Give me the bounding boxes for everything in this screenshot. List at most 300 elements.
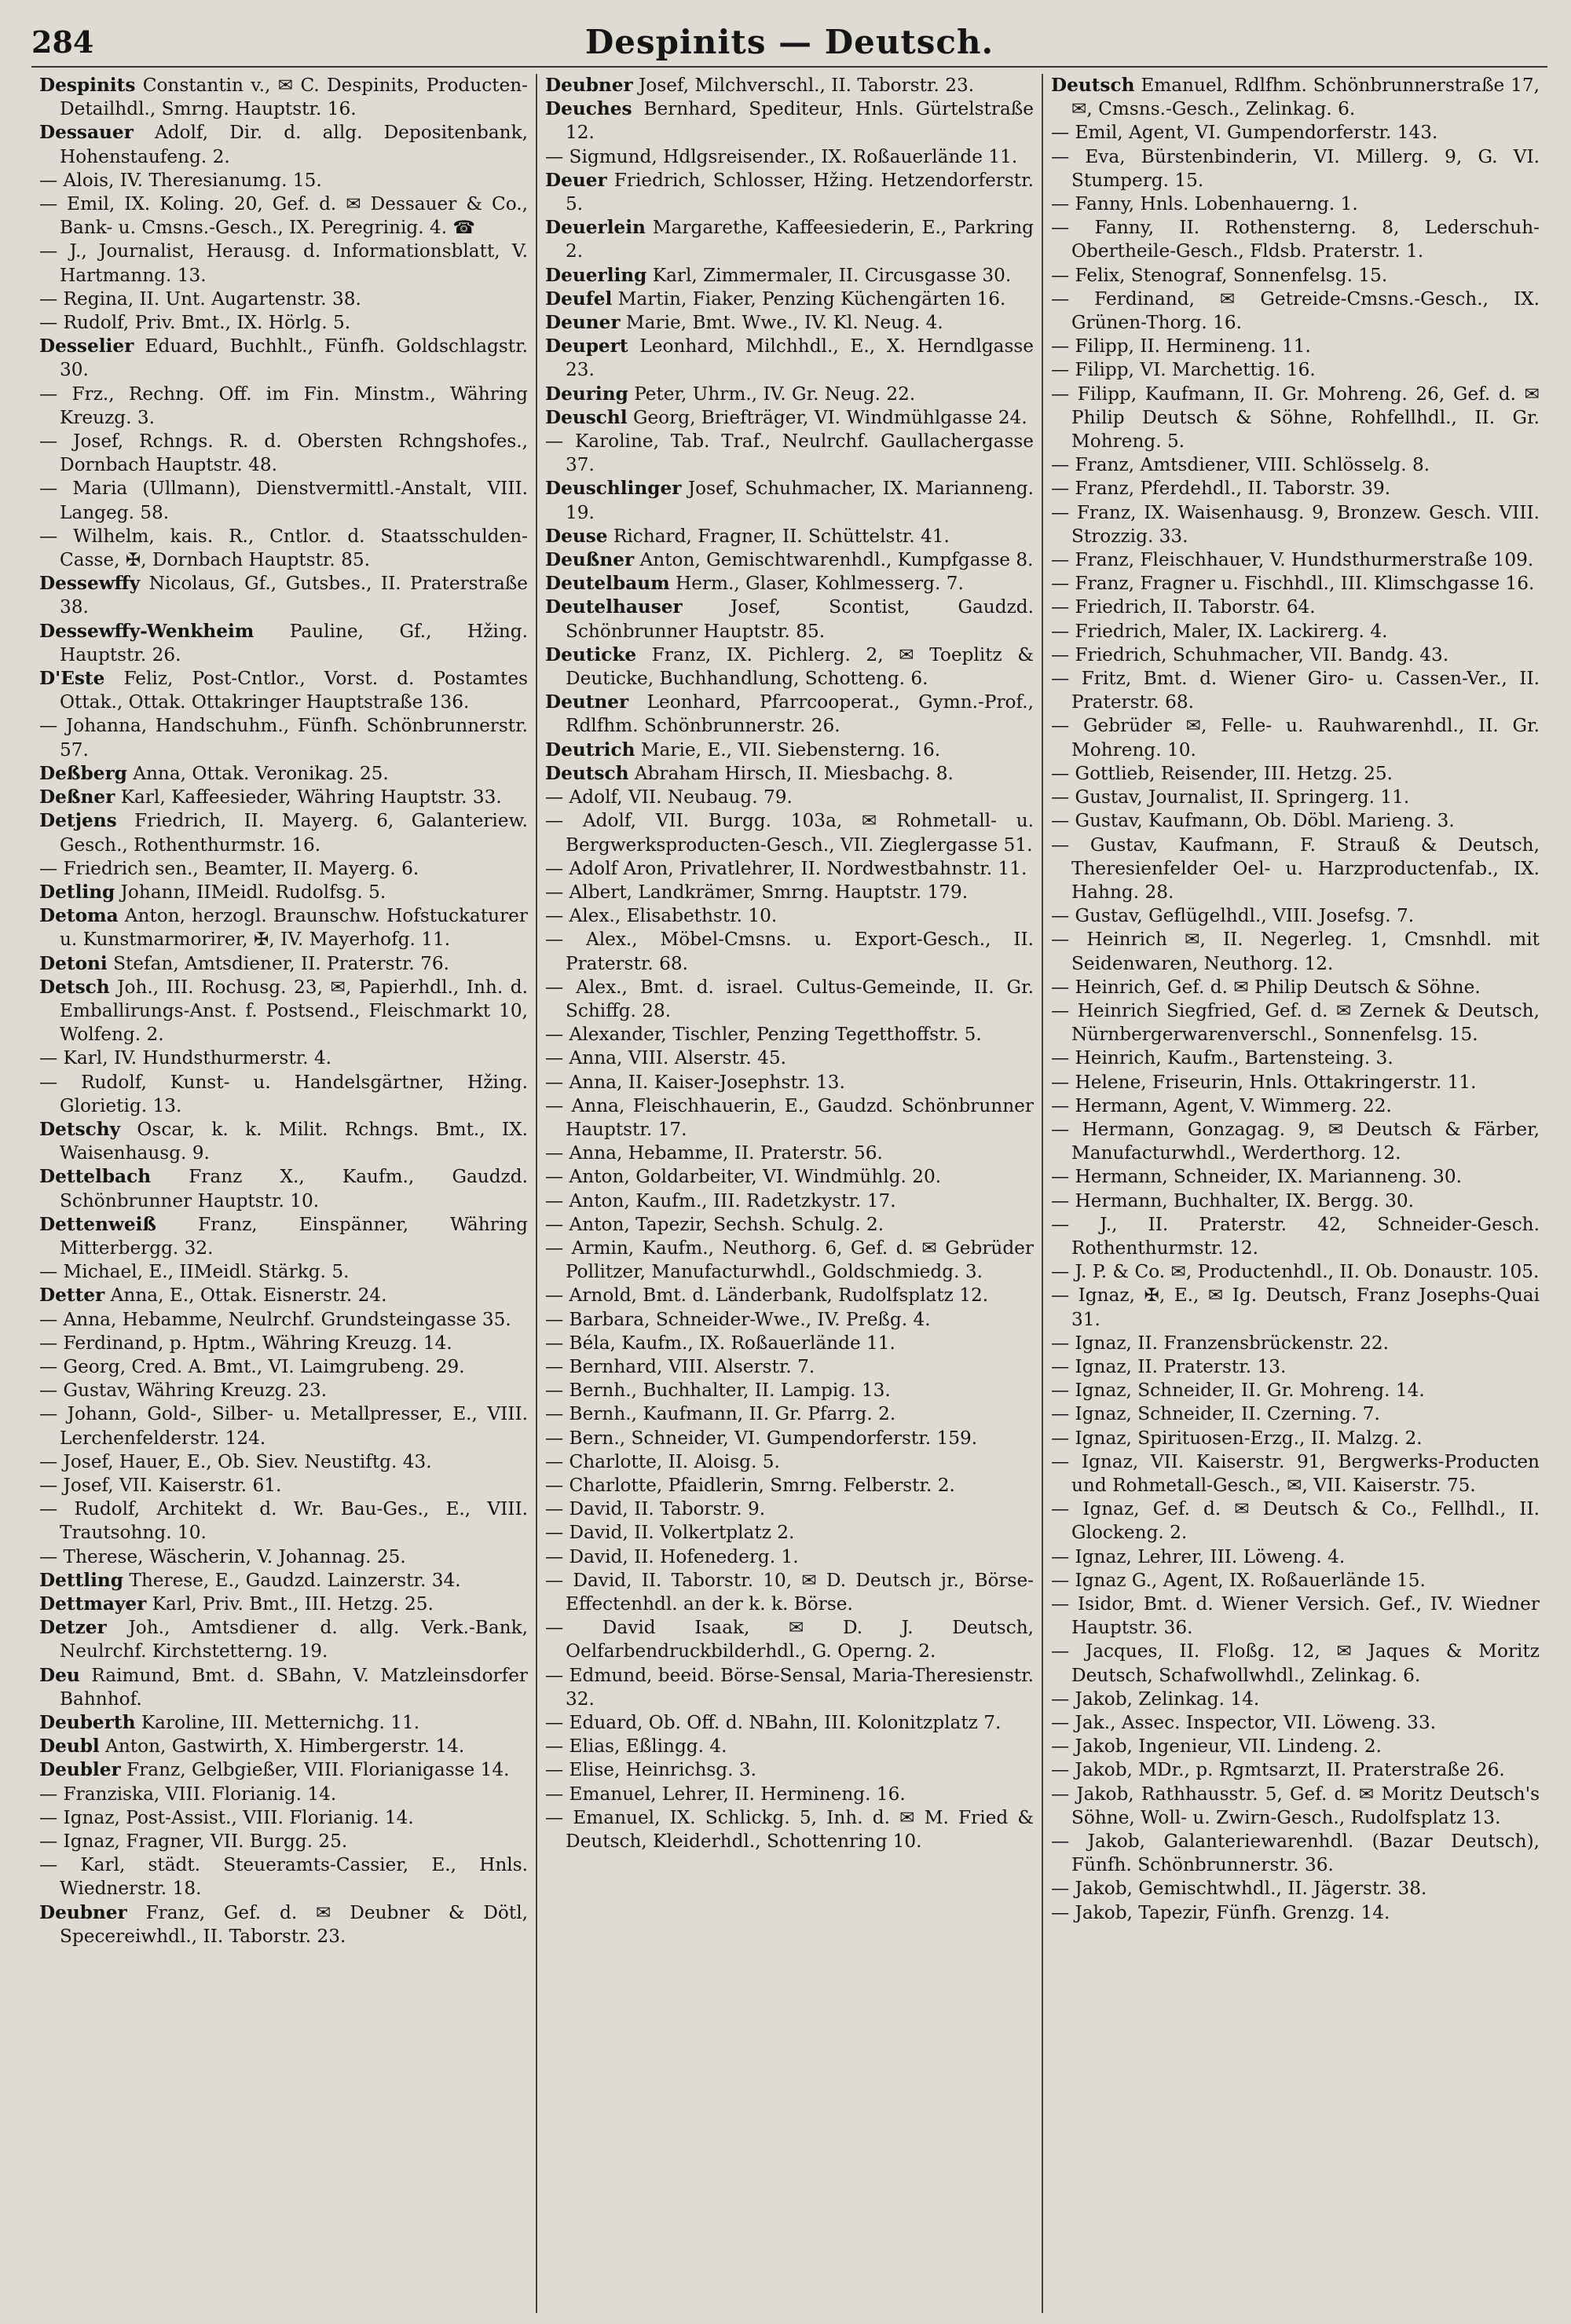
entry-text: — Alex., Elisabethstr. 10. [545, 905, 778, 927]
directory-entry [1051, 501, 1540, 548]
entry-text: Leonhard, Milchhdl., E., X. Herndlgasse 23. [566, 335, 1035, 381]
directory-entry [39, 288, 528, 311]
directory-entry [545, 1094, 1034, 1142]
directory-entry [1051, 762, 1540, 786]
entry-text: Constantin v., ✉ C. Despinits, Producten-Detailhdl., Smrng. Hauptstr. 16. [60, 75, 529, 120]
directory-entry [545, 1355, 1034, 1379]
entry-text: — Felix, Stenograf, Sonnenfelsg. 15. [1051, 264, 1388, 286]
entry-surname: Deubler [39, 1759, 121, 1781]
entry-text: — Eduard, Ob. Off. d. NBahn, III. Kolonitzplatz 7. [545, 1712, 1002, 1734]
entry-text: — Hermann, Schneider, IX. Marianneng. 30. [1051, 1166, 1463, 1188]
entry-text: — Adolf, VII. Burgg. 103a, ✉ Rohmetall- u. Bergwerksproducten-Gesch., VII. Zieglergasse 51. [545, 810, 1034, 856]
entry-text: — Ferdinand, ✉ Getreide-Cmsns.-Gesch., IX. Grünen-Thorg. 16. [1051, 288, 1540, 334]
entry-text: — Johann, Gold-, Silber- u. Metallpresser, E., VIII. Lerchenfelderstr. 124. [39, 1403, 528, 1449]
entry-text: — Anton, Kaufm., III. Radetzkystr. 17. [545, 1189, 896, 1211]
directory-entry [1051, 1830, 1540, 1877]
entry-text: — Bernh., Buchhalter, II. Lampig. 13. [545, 1380, 891, 1402]
entry-text: — Jakob, Tapezir, Fünfh. Grenzg. 14. [1051, 1901, 1390, 1923]
entry-text: — Franz, Pferdehdl., II. Taborstr. 39. [1051, 478, 1391, 500]
entry-surname: Deutelhauser [545, 596, 683, 618]
directory-entry [545, 643, 1034, 691]
directory-entry [39, 1260, 528, 1284]
directory-entry [39, 74, 528, 121]
directory-entry [1051, 1593, 1540, 1640]
entry-text: — David, II. Hofenederg. 1. [545, 1545, 799, 1567]
directory-entry [545, 739, 1034, 762]
entry-surname: Detsch [39, 976, 110, 998]
entry-text: Franz, IX. Pichlerg. 2, ✉ Toeplitz & Deuticke, Buchhandlung, Schotteng. 6. [566, 643, 1034, 690]
directory-entry [1051, 358, 1540, 382]
directory-entry [545, 383, 1034, 406]
entry-text: Franz, Einspänner, Währing Mitterbergg. 32. [60, 1213, 529, 1259]
entry-text: — Adolf, VII. Neubaug. 79. [545, 786, 793, 808]
entry-text: — Emil, Agent, VI. Gumpendorferstr. 143. [1051, 122, 1438, 144]
entry-text: — Jakob, MDr., p. Rgmtsarzt, II. Praterstraße 26. [1051, 1759, 1505, 1781]
directory-entry [545, 1806, 1034, 1853]
entry-text: Anton, Gastwirth, X. Himbergerstr. 14. [105, 1736, 465, 1758]
directory-entry [39, 240, 528, 287]
entry-text: Eduard, Buchhlt., Fünfh. Goldschlagstr. 30. [60, 335, 528, 381]
entry-text: — Regina, II. Unt. Augartenstr. 38. [39, 288, 361, 310]
entry-surname: Deuer [545, 169, 607, 191]
entry-surname: Deubner [39, 1901, 127, 1923]
entry-text: — Karoline, Tab. Traf., Neulrchf. Gaullachergasse 37. [545, 431, 1034, 476]
directory-entry [1051, 667, 1540, 714]
entry-text: — Heinrich ✉, II. Negerleg. 1, Cmsnhdl. mit Seidenwaren, Neuthorg. 12. [1051, 929, 1540, 974]
directory-entry [39, 430, 528, 477]
directory-entry [545, 145, 1034, 169]
entry-surname: Deutrich [545, 739, 635, 761]
directory-entry [1051, 786, 1540, 809]
entry-text: — J., Journalist, Herausg. d. Informationsblatt, V. Hartmanng. 13. [39, 240, 528, 286]
directory-entry [39, 169, 528, 192]
entry-surname: Deu [39, 1664, 80, 1686]
directory-entry [39, 1497, 528, 1545]
entry-surname: Detjens [39, 810, 117, 832]
directory-entry [545, 1735, 1034, 1758]
entry-surname: Detling [39, 881, 115, 903]
entry-surname: Deuring [545, 383, 628, 405]
entry-text: Emanuel, Rdlfhm. Schönbrunnerstraße 17, ✉, Cmsns.-Gesch., Zelinkag. 6. [1071, 75, 1540, 120]
directory-entry [545, 430, 1034, 477]
entry-text: — David Isaak, ✉ D. J. Deutsch, Oelfarbendruckbilderhdl., G. Operng. 2. [545, 1617, 1034, 1662]
entry-text: — Adolf Aron, Privatlehrer, II. Nordwestbahnstr. 11. [545, 857, 1027, 879]
entry-text: Feliz, Post-Cntlor., Vorst. d. Postamtes Ottak., Ottak. Ottakringer Hauptstraße 136. [60, 668, 528, 713]
entry-text: — Friedrich, II. Taborstr. 64. [1051, 596, 1316, 618]
directory-entry [545, 1047, 1034, 1070]
entry-text: Anton, Gemischtwarenhdl., Kumpfgasse 8. [639, 549, 1034, 571]
entry-text: Friedrich, Schlosser, Hžing. Hetzendorferstr. 5. [566, 169, 1035, 215]
entry-text: — J., II. Praterstr. 42, Schneider-Gesch. Rothenthurmstr. 12. [1051, 1213, 1540, 1259]
entry-surname: Deuerling [545, 264, 647, 286]
entry-text: Franz, Gef. d. ✉ Deubner & Dötl, Specereiwhdl., II. Taborstr. 23. [60, 1901, 528, 1947]
directory-entry [39, 714, 528, 761]
entry-text: — Charlotte, Pfaidlerin, Smrng. Felberstr. 2. [545, 1474, 955, 1496]
directory-entry [1051, 1118, 1540, 1165]
entry-text: Martin, Fiaker, Penzing Küchengärten 16. [617, 288, 1006, 310]
entry-surname: Deuches [545, 98, 632, 120]
entry-text: — Ignaz, Schneider, II. Gr. Mohreng. 14. [1051, 1380, 1425, 1402]
directory-entry [545, 169, 1034, 216]
directory-entry [1051, 1047, 1540, 1070]
directory-entry [1051, 335, 1540, 358]
directory-entry [545, 1450, 1034, 1474]
entry-text: Nicolaus, Gf., Gutsbes., II. Praterstraße 38. [60, 573, 529, 618]
entry-text: — Gustav, Journalist, II. Springerg. 11. [1051, 786, 1410, 808]
directory-entry [1051, 1332, 1540, 1355]
entry-text: Georg, Briefträger, VI. Windmühlgasse 24. [632, 406, 1027, 428]
entry-text: — Josef, Rchngs. R. d. Obersten Rchngshofes., Dornbach Hauptstr. 48. [39, 431, 528, 476]
entry-surname: Dettmayer [39, 1593, 147, 1615]
directory-entry [39, 1593, 528, 1616]
directory-entry [39, 1213, 528, 1260]
directory-entry [1051, 1497, 1540, 1545]
directory-entry [545, 976, 1034, 1023]
entry-text: — J. P. & Co. ✉, Productenhdl., II. Ob. Donaustr. 105. [1051, 1261, 1540, 1283]
directory-entry [1051, 1758, 1540, 1782]
directory-entry [39, 667, 528, 714]
directory-entry [545, 1569, 1034, 1616]
entry-text: — Frz., Rechng. Off. im Fin. Minstm., Währing Kreuzg. 3. [39, 383, 528, 428]
directory-entry [39, 620, 528, 667]
directory-entry [1051, 999, 1540, 1047]
directory-entry [39, 1664, 528, 1711]
entry-text: — Michael, E., IIMeidl. Stärkg. 5. [39, 1261, 350, 1283]
entry-text: Herm., Glaser, Kohlmesserg. 7. [676, 573, 964, 595]
directory-entry [545, 1497, 1034, 1521]
directory-entry [1051, 1165, 1540, 1189]
entry-text: — Jakob, Zelinkag. 14. [1051, 1688, 1260, 1710]
column-left [31, 74, 536, 2313]
entry-text: — David, II. Volkertplatz 2. [545, 1522, 795, 1544]
entry-text: — Fanny, II. Rothensterng. 8, Lederschuh-Obertheile-Gesch., Fldsb. Praterstr. 1. [1051, 217, 1540, 262]
directory-entry [39, 1118, 528, 1165]
directory-entry [39, 1616, 528, 1663]
entry-text: — Gustav, Kaufmann, Ob. Döbl. Marieng. 3. [1051, 810, 1455, 832]
page-number: 284 [31, 24, 94, 60]
directory-entry [545, 1664, 1034, 1711]
directory-entry [545, 928, 1034, 975]
entry-surname: Detzer [39, 1617, 107, 1639]
directory-entry [39, 572, 528, 619]
entry-text: Franz X., Kaufm., Gaudzd. Schönbrunner Hauptstr. 10. [60, 1166, 528, 1211]
directory-entry [1051, 264, 1540, 288]
entry-text: — Isidor, Bmt. d. Wiener Versich. Gef., IV. Wiedner Hauptstr. 36. [1051, 1593, 1540, 1639]
directory-entry [545, 1023, 1034, 1047]
entry-text: — Friedrich, Schuhmacher, VII. Bandg. 43. [1051, 643, 1449, 665]
directory-entry [1051, 976, 1540, 999]
directory-entry [545, 1071, 1034, 1094]
directory-entry [1051, 453, 1540, 477]
directory-entry [1051, 1071, 1540, 1094]
directory-entry [545, 1758, 1034, 1782]
entry-text: — Wilhelm, kais. R., Cntlor. d. Staatsschulden-Casse, ✠, Dornbach Hauptstr. 85. [39, 525, 528, 571]
directory-entry [545, 1308, 1034, 1332]
directory-entry [39, 1308, 528, 1332]
entry-text: — Ignaz, II. Franzensbrückenstr. 22. [1051, 1332, 1389, 1354]
directory-entry [39, 1165, 528, 1212]
directory-entry [545, 1379, 1034, 1402]
entry-surname: Detoma [39, 905, 119, 927]
entry-text: — Barbara, Schneider-Wwe., IV. Preßg. 4. [545, 1308, 931, 1330]
entry-text: — Alexander, Tischler, Penzing Tegetthoffstr. 5. [545, 1024, 982, 1046]
entry-text: — Emil, IX. Koling. 20, Gef. d. ✉ Dessauer & Co., Bank- u. Cmsns.-Gesch., IX. Peregrinig. 4. ☎ [39, 193, 528, 239]
directory-entry [1051, 1260, 1540, 1284]
entry-text: — Hermann, Agent, V. Wimmerg. 22. [1051, 1094, 1392, 1116]
directory-entry [545, 548, 1034, 572]
directory-entry [1051, 714, 1540, 761]
directory-entry [545, 1332, 1034, 1355]
entry-surname: Detschy [39, 1118, 121, 1140]
directory-entry [545, 1142, 1034, 1165]
directory-entry [1051, 904, 1540, 928]
entry-surname: Deubl [39, 1736, 100, 1758]
directory-entry [1051, 809, 1540, 833]
entry-text: — Fanny, Hnls. Lobenhauerng. 1. [1051, 193, 1358, 215]
entry-text: — Friedrich, Maler, IX. Lackirerg. 4. [1051, 620, 1388, 642]
directory-entry [39, 1332, 528, 1355]
entry-surname: Deuschlinger [545, 478, 682, 500]
entry-text: — Elise, Heinrichsg. 3. [545, 1759, 756, 1781]
entry-text: — Rudolf, Architekt d. Wr. Bau-Ges., E., VIII. Trautsohng. 10. [39, 1498, 528, 1544]
directory-entry [1051, 572, 1540, 596]
directory-entry [39, 1450, 528, 1474]
directory-entry [39, 1853, 528, 1901]
entry-text: Marie, E., VII. Siebensterng. 16. [640, 739, 941, 761]
directory-entry [39, 952, 528, 976]
page-title: Despinits — Deutsch. [584, 23, 994, 61]
directory-entry [1051, 1402, 1540, 1426]
entry-surname: Dessewffy-Wenkheim [39, 620, 255, 642]
directory-entry [39, 809, 528, 856]
entry-text: — Ignaz, Lehrer, III. Löweng. 4. [1051, 1545, 1346, 1567]
directory-entry [39, 1806, 528, 1830]
directory-entry [39, 786, 528, 809]
entry-text: — Fritz, Bmt. d. Wiener Giro- u. Cassen-Ver., II. Praterstr. 68. [1051, 668, 1540, 713]
directory-entry [545, 1165, 1034, 1189]
directory-entry [1051, 1427, 1540, 1450]
directory-entry [545, 1616, 1034, 1663]
entry-text: — Béla, Kaufm., IX. Roßauerlände 11. [545, 1332, 895, 1354]
directory-entry [545, 216, 1034, 263]
entry-text: — Anna, Hebamme, Neulrchf. Grundsteingasse 35. [39, 1308, 511, 1330]
directory-entry [1051, 834, 1540, 905]
directory-entry [545, 1284, 1034, 1307]
entry-text: — Karl, IV. Hundsthurmerstr. 4. [39, 1047, 332, 1069]
entry-text: — Ignaz, Spirituosen-Erzg., II. Malzg. 2. [1051, 1427, 1423, 1449]
directory-entry [39, 525, 528, 572]
directory-entry [545, 264, 1034, 288]
directory-entry [39, 335, 528, 382]
directory-entry [1051, 1213, 1540, 1260]
entry-surname: Deuerlein [545, 217, 646, 239]
entry-text: — Jakob, Ingenieur, VII. Lindeng. 2. [1051, 1736, 1382, 1758]
entry-text: — Helene, Friseurin, Hnls. Ottakringerstr. 11. [1051, 1071, 1477, 1093]
entry-text: — Franz, Amtsdiener, VIII. Schlösselg. 8. [1051, 454, 1430, 476]
directory-entry [1051, 1284, 1540, 1331]
entry-text: — Ignaz, II. Praterstr. 13. [1051, 1355, 1287, 1377]
entry-text: Pauline, Gf., Hžing. Hauptstr. 26. [60, 620, 528, 665]
directory-entry [545, 762, 1034, 786]
directory-entry [39, 1711, 528, 1735]
entry-surname: Deutsch [545, 762, 629, 784]
entry-text: — Rudolf, Kunst- u. Handelsgärtner, Hžing. Glorietig. 13. [39, 1071, 528, 1116]
directory-entry [1051, 1450, 1540, 1497]
directory-entry [545, 74, 1034, 97]
directory-entry [39, 762, 528, 786]
entry-text: Joh., III. Rochusg. 23, ✉, Papierhdl., Inh. d. Emballirungs-Anst. f. Postsend., Fleischmarkt 10, Wolfeng. 2. [60, 976, 528, 1046]
directory-entry [545, 904, 1034, 928]
directory-entry [545, 1545, 1034, 1569]
directory-entry [1051, 121, 1540, 145]
entry-text: — Ignaz, Fragner, VII. Burgg. 25. [39, 1831, 348, 1853]
directory-entry [1051, 216, 1540, 263]
entry-surname: Deuse [545, 525, 608, 547]
entry-text: — Bernh., Kaufmann, II. Gr. Pfarrg. 2. [545, 1403, 896, 1425]
entry-text: Anton, herzogl. Braunschw. Hofstuckaturer u. Kunstmarmorirer, ✠, IV. Mayerhofg. 11. [60, 905, 528, 951]
entry-surname: Deuner [545, 312, 621, 334]
directory-entry [545, 1237, 1034, 1284]
entry-text: — Emanuel, Lehrer, II. Hermineng. 16. [545, 1783, 906, 1805]
directory-entry [545, 97, 1034, 145]
entry-surname: Deufel [545, 288, 613, 310]
entry-text: — Bern., Schneider, VI. Gumpendorferstr. 159. [545, 1427, 978, 1449]
entry-text: Oscar, k. k. Milit. Rchngs. Bmt., IX. Waisenhausg. 9. [60, 1118, 529, 1164]
entry-text: — Charlotte, II. Aloisg. 5. [545, 1450, 780, 1472]
entry-text: Josef, Schuhmacher, IX. Marianneng. 19. [566, 478, 1034, 523]
entry-text: — Gustav, Währing Kreuzg. 23. [39, 1380, 328, 1402]
entry-text: Friedrich, II. Mayerg. 6, Galanteriew. Gesch., Rothenthurmstr. 16. [60, 810, 528, 856]
entry-surname: Deutelbaum [545, 573, 670, 595]
entry-text: — Anna, Hebamme, II. Praterstr. 56. [545, 1142, 883, 1164]
directory-columns [31, 74, 1547, 2313]
entry-text: — Gustav, Geflügelhdl., VIII. Josefsg. 7. [1051, 905, 1415, 927]
directory-entry [39, 1047, 528, 1070]
entry-text: Leonhard, Pfarrcooperat., Gymn.-Prof., Rdlfhm. Schönbrunnerstr. 26. [566, 691, 1034, 737]
directory-entry [1051, 548, 1540, 572]
entry-text: — Heinrich Siegfried, Gef. d. ✉ Zernek & Deutsch, Nürnbergerwarenverschl., Sonnenfelsg. 15. [1051, 999, 1540, 1046]
entry-text: — Heinrich, Gef. d. ✉ Philip Deutsch & Söhne. [1051, 976, 1481, 998]
entry-text: — Ignaz, ✠, E., ✉ Ig. Deutsch, Franz Josephs-Quai 31. [1051, 1285, 1540, 1330]
entry-surname: D'Este [39, 668, 105, 690]
entry-text: — Hermann, Buchhalter, IX. Bergg. 30. [1051, 1189, 1414, 1211]
directory-entry [1051, 1355, 1540, 1379]
directory-entry [1051, 1783, 1540, 1830]
entry-text: — Gebrüder ✉, Felle- u. Rauhwarenhdl., II. Gr. Mohreng. 10. [1051, 715, 1540, 761]
directory-entry [1051, 643, 1540, 667]
entry-text: — Elias, Eßlingg. 4. [545, 1736, 727, 1758]
directory-entry [39, 904, 528, 951]
entry-text: Bernhard, Spediteur, Hnls. Gürtelstraße 12. [566, 98, 1034, 144]
entry-text: Abraham Hirsch, II. Miesbachg. 8. [634, 762, 954, 784]
entry-text: — Gottlieb, Reisender, III. Hetzg. 25. [1051, 762, 1393, 784]
directory-entry [39, 1284, 528, 1307]
entry-text: — Georg, Cred. A. Bmt., VI. Laimgrubeng. 29. [39, 1355, 465, 1377]
entry-text: — Anna, II. Kaiser-Josephstr. 13. [545, 1071, 845, 1093]
entry-surname: Deupert [545, 335, 628, 357]
entry-text: — Jak., Assec. Inspector, VII. Löweng. 33. [1051, 1712, 1437, 1734]
directory-entry [545, 881, 1034, 904]
entry-text: — David, II. Taborstr. 9. [545, 1498, 766, 1520]
entry-text: — Heinrich, Kaufm., Bartensteing. 3. [1051, 1047, 1393, 1069]
directory-entry [1051, 477, 1540, 500]
entry-text: — Anton, Tapezir, Sechsh. Schulg. 2. [545, 1213, 884, 1235]
directory-entry [39, 1402, 528, 1450]
entry-text: — Filipp, VI. Marchettig. 16. [1051, 359, 1316, 381]
directory-entry [39, 121, 528, 168]
entry-text: — Anna, VIII. Alserstr. 45. [545, 1047, 786, 1069]
entry-text: — Armin, Kaufm., Neuthorg. 6, Gef. d. ✉ Gebrüder Pollitzer, Manufacturwhdl., Goldschmiedg. 3. [545, 1237, 1034, 1283]
entry-text: — Edmund, beeid. Börse-Sensal, Maria-Theresienstr. 32. [545, 1664, 1034, 1710]
entry-surname: Dessauer [39, 122, 134, 144]
entry-text: Raimund, Bmt. d. SBahn, V. Matzleinsdorfer Bahnhof. [60, 1664, 528, 1710]
directory-entry [39, 1569, 528, 1593]
entry-text: — David, II. Taborstr. 10, ✉ D. Deutsch jr., Börse-Effectenhdl. an der k. k. Börse. [545, 1569, 1034, 1615]
entry-surname: Detoni [39, 952, 108, 974]
page-header [31, 20, 1547, 68]
entry-text: — Jakob, Galanteriewarenhdl. (Bazar Deutsch), Fünfh. Schönbrunnerstr. 36. [1051, 1831, 1540, 1876]
directory-entry [545, 1213, 1034, 1237]
entry-text: Anna, Ottak. Veronikag. 25. [133, 762, 389, 784]
entry-text: Joh., Amtsdiener d. allg. Verk.-Bank, Neulrchf. Kirchstetterng. 19. [60, 1617, 528, 1662]
entry-text: — Jakob, Gemischtwhdl., II. Jägerstr. 38. [1051, 1878, 1427, 1900]
directory-entry [545, 477, 1034, 524]
entry-text: — Josef, Hauer, E., Ob. Siev. Neustiftg. 43. [39, 1450, 432, 1472]
directory-entry [545, 335, 1034, 382]
entry-text: — Alex., Bmt. d. israel. Cultus-Gemeinde, II. Gr. Schiffg. 28. [545, 976, 1034, 1021]
entry-text: — Rudolf, Priv. Bmt., IX. Hörlg. 5. [39, 312, 351, 334]
directory-entry [39, 1071, 528, 1118]
directory-entry [1051, 1379, 1540, 1402]
entry-text: — Franziska, VIII. Florianig. 14. [39, 1783, 337, 1805]
directory-entry [1051, 1545, 1540, 1569]
entry-text: — Albert, Landkrämer, Smrng. Hauptstr. 179. [545, 881, 969, 903]
entry-surname: Deßner [39, 786, 115, 808]
directory-entry [1051, 1688, 1540, 1711]
directory-entry [39, 477, 528, 524]
directory-entry [545, 691, 1034, 738]
directory-entry [545, 1783, 1034, 1806]
directory-entry [39, 1474, 528, 1497]
entry-text: Margarethe, Kaffeesiederin, E., Parkring 2. [566, 217, 1034, 262]
directory-entry [39, 1355, 528, 1379]
entry-surname: Dettling [39, 1569, 123, 1591]
directory-entry [1051, 145, 1540, 192]
directory-entry [545, 406, 1034, 430]
directory-entry [39, 1830, 528, 1853]
entry-text: — Anna, Fleischhauerin, E., Gaudzd. Schönbrunner Hauptstr. 17. [545, 1094, 1034, 1140]
entry-text: — Maria (Ullmann), Dienstvermittl.-Anstalt, VIII. Langeg. 58. [39, 478, 528, 523]
entry-text: — Karl, städt. Steueramts-Cassier, E., Hnls. Wiednerstr. 18. [39, 1854, 528, 1900]
directory-entry [545, 1521, 1034, 1545]
directory-entry [545, 1189, 1034, 1213]
entry-text: Karoline, III. Metternichg. 11. [141, 1712, 420, 1734]
directory-entry [1051, 1640, 1540, 1687]
entry-surname: Deßberg [39, 762, 127, 784]
directory-entry [39, 383, 528, 430]
entry-surname: Dessewffy [39, 573, 141, 595]
directory-entry [545, 596, 1034, 643]
entry-text: — Ignaz G., Agent, IX. Roßauerlände 15. [1051, 1569, 1426, 1591]
directory-entry [39, 1758, 528, 1782]
entry-text: — Alois, IV. Theresianumg. 15. [39, 169, 322, 191]
entry-text: — Ignaz, Post-Assist., VIII. Florianig. 14. [39, 1806, 414, 1828]
directory-entry [545, 288, 1034, 311]
entry-text: Peter, Uhrm., IV. Gr. Neug. 22. [634, 383, 916, 405]
entry-text: — Gustav, Kaufmann, F. Strauß & Deutsch, Theresienfelder Oel- u. Harzproductenfab., IX. Hahng. 28. [1051, 834, 1540, 903]
entry-text: — Therese, Wäscherin, V. Johannag. 25. [39, 1545, 406, 1567]
entry-text: Josef, Milchverschl., II. Taborstr. 23. [639, 75, 975, 96]
